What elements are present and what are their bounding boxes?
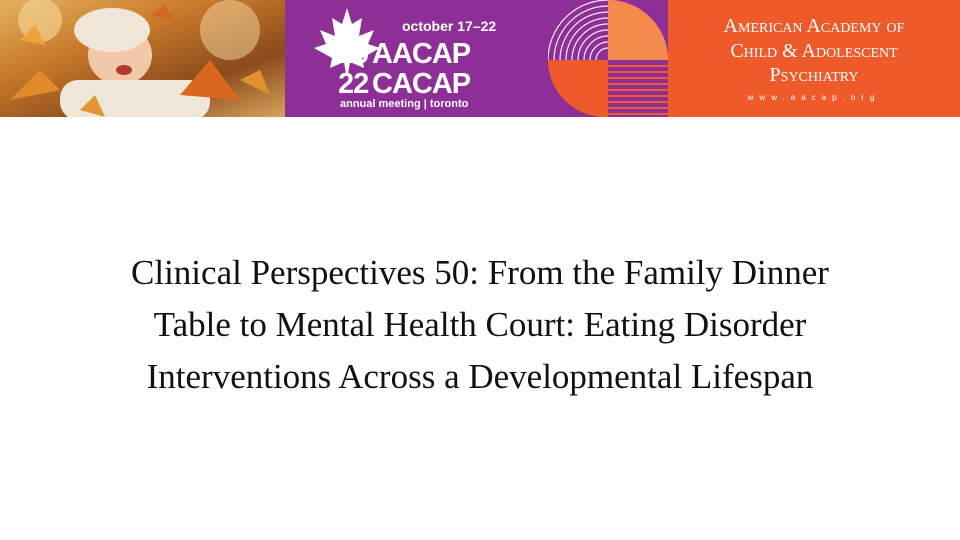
org-name-line3: Psychiatry [769,64,859,86]
meeting-location: annual meeting | toronto [340,98,469,110]
year-bottom: 22 [338,68,369,100]
event-dates: october 17–22 [402,18,497,34]
org-name-line2: Child & Adolescent [730,40,898,62]
slide-title [40,247,920,403]
banner-geometric-pattern [548,0,668,117]
year-top: 20 [338,38,369,70]
title-line-1: Clinical Perspectives 50: From the Family Dinner [131,253,829,292]
org-website: www.aacap.org [747,93,881,102]
conference-banner [0,0,960,117]
brand-aacap: AACAP [372,38,471,70]
org-name-line1: American Academy of [723,15,905,37]
photo-illustration [0,0,285,117]
title-line-2: Table to Mental Health Court: Eating Disorder [153,305,807,344]
brand-cacap: CACAP [372,68,471,100]
title-line-3: Interventions Across a Developmental Lifespan [146,357,814,396]
banner-photo-child-autumn-leaves [0,0,285,117]
geometric-decoration [548,0,668,117]
